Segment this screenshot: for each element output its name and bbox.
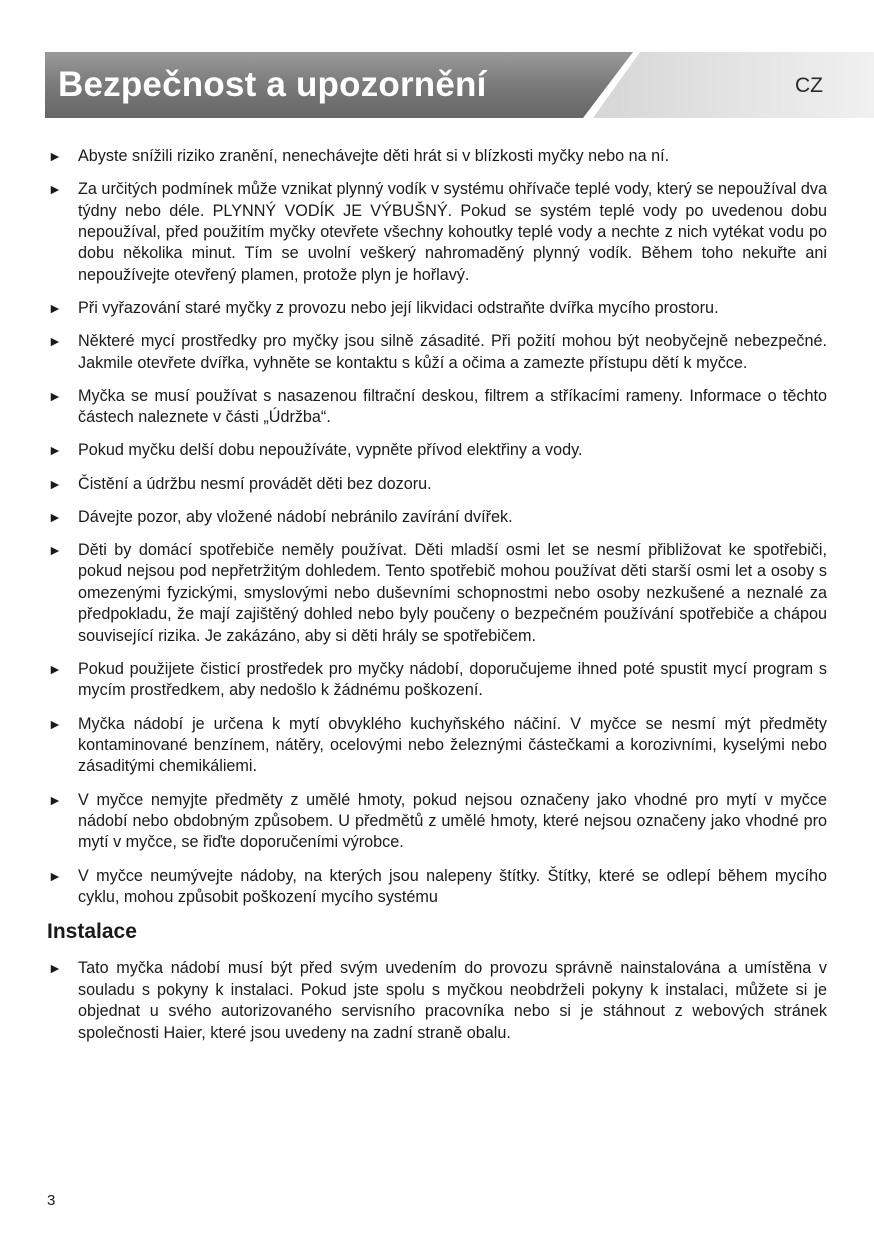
list-item-text: Při vyřazování staré myčky z provozu nebo její likvidaci odstraňte dvířka mycího prostoru. — [78, 299, 719, 318]
page-content — [47, 146, 827, 1056]
language-code: CZ — [795, 74, 823, 97]
list-item — [47, 714, 827, 778]
list-item — [47, 331, 827, 374]
safety-list — [47, 146, 827, 908]
list-item — [47, 386, 827, 429]
bullet-arrow-icon: ► — [48, 475, 62, 492]
list-item-text: Tato myčka nádobí musí být před svým uvedením do provozu správně nainstalována a umístěna v souladu s pokyny k instalaci. Pokud jste spolu s myčkou neobdrželi pokyny k instalaci, můžete si je objednat u svého autorizovaného servisního pracovníka nebo si je stáhnout z webových stránek společnosti Haier, které jsou uvedeny na zadní straně obalu. — [78, 959, 827, 1042]
bullet-arrow-icon: ► — [48, 508, 62, 525]
installation-heading: Instalace — [47, 920, 137, 944]
list-item — [47, 507, 827, 528]
list-item-text: Za určitých podmínek může vznikat plynný vodík v systému ohřívače teplé vody, který se nepoužíval dva týdny nebo déle. PLYNNÝ VODÍK JE VÝBUŠNÝ. Pokud se systém teplé vody po uvedenou dobu nepoužíval, před použitím myčky otevřete všechny kohoutky teplé vody a nechte z nich vytékat vodu po dobu několika minut. Tím se uvolní veškerý nahromaděný plynný vodík. Během toho nekuřte ani nepoužívejte otevřený plamen, protože plyn je hořlavý. — [78, 180, 827, 284]
list-item-text: Myčka nádobí je určena k mytí obvyklého kuchyňského náčiní. V myčce se nesmí mýt předměty kontaminované benzínem, nátěry, ocelovými nebo železnými částečkami a korozivními, kyselými nebo zásaditými chemikáliemi. — [78, 714, 827, 776]
list-item — [47, 474, 827, 495]
list-item — [47, 298, 827, 319]
list-item — [47, 790, 827, 854]
list-item — [47, 540, 827, 647]
page-number: 3 — [47, 1192, 56, 1209]
list-item-text: V myčce nemyjte předměty z umělé hmoty, pokud nejsou označeny jako vhodné pro mytí v myčce nádobí nebo obdobným způsobem. U předmětů z umělé hmoty, které nejsou označeny jako vhodné pro mytí v myčce, se řiďte doporučeními výrobce. — [78, 790, 827, 852]
list-item — [47, 659, 827, 702]
bullet-arrow-icon: ► — [48, 387, 62, 404]
bullet-arrow-icon: ► — [48, 867, 62, 884]
list-item-text: Pokud použijete čisticí prostředek pro myčky nádobí, doporučujeme ihned poté spustit mycí program s mycím prostředkem, aby nedošlo k žádnému poškození. — [78, 659, 827, 700]
list-item-text: V myčce neumývejte nádoby, na kterých jsou nalepeny štítky. Štítky, které se odlepí během mycího cyklu, mohou způsobit poškození mycího systému — [78, 866, 827, 906]
list-item-text: Některé mycí prostředky pro myčky jsou silně zásadité. Při požití mohou být neobyčejně nebezpečné. Jakmile otevřete dvířka, vyhněte se kontaktu s kůží a očima a zamezte přístupu dětí k myčce. — [78, 332, 827, 372]
list-item-text: Pokud myčku delší dobu nepoužíváte, vypněte přívod elektřiny a vody. — [78, 441, 583, 460]
list-item-text: Děti by domácí spotřebiče neměly používat. Děti mladší osmi let se nesmí přibližovat ke spotřebiči, pokud nejsou pod nepřetržitým dohledem. Tento spotřebič mohou používat děti starší osmi let a osoby s omezenými fyzickými, smyslovými nebo duševními schopnostmi nebo osoby nezkušené a neznalé za předpokladu, že mají zajištěný dohled nebo byly poučeny o bezpečném používání spotřebiče a chápou související rizika. Je zakázáno, aby si děti hrály se spotřebičem. — [78, 541, 827, 645]
bullet-arrow-icon: ► — [48, 148, 62, 164]
page-header — [45, 52, 874, 118]
bullet-arrow-icon: ► — [48, 960, 62, 977]
list-item — [47, 146, 827, 167]
bullet-arrow-icon: ► — [48, 333, 62, 350]
list-item-text: Abyste snížili riziko zranění, nenechávejte děti hrát si v blízkosti myčky nebo na ní. — [78, 147, 670, 165]
list-item — [47, 958, 827, 1044]
list-item-text: Myčka se musí používat s nasazenou filtrační deskou, filtrem a stříkacími rameny. Informace o těchto částech naleznete v části „Údržba“. — [78, 386, 827, 427]
list-item — [47, 179, 827, 286]
list-item — [47, 440, 827, 461]
list-item-text: Dávejte pozor, aby vložené nádobí nebránilo zavírání dvířek. — [78, 507, 513, 526]
bullet-arrow-icon: ► — [48, 660, 62, 677]
header-banner-light — [593, 52, 874, 118]
bullet-arrow-icon: ► — [48, 715, 62, 732]
bullet-arrow-icon: ► — [48, 300, 62, 317]
list-item — [47, 866, 827, 909]
installation-list — [47, 958, 827, 1044]
bullet-arrow-icon: ► — [48, 181, 62, 198]
bullet-arrow-icon: ► — [48, 791, 62, 808]
bullet-arrow-icon: ► — [48, 442, 62, 459]
list-item-text: Čistění a údržbu nesmí provádět děti bez dozoru. — [78, 474, 432, 493]
page-title: Bezpečnost a upozornění — [58, 65, 487, 104]
bullet-arrow-icon: ► — [48, 542, 62, 559]
